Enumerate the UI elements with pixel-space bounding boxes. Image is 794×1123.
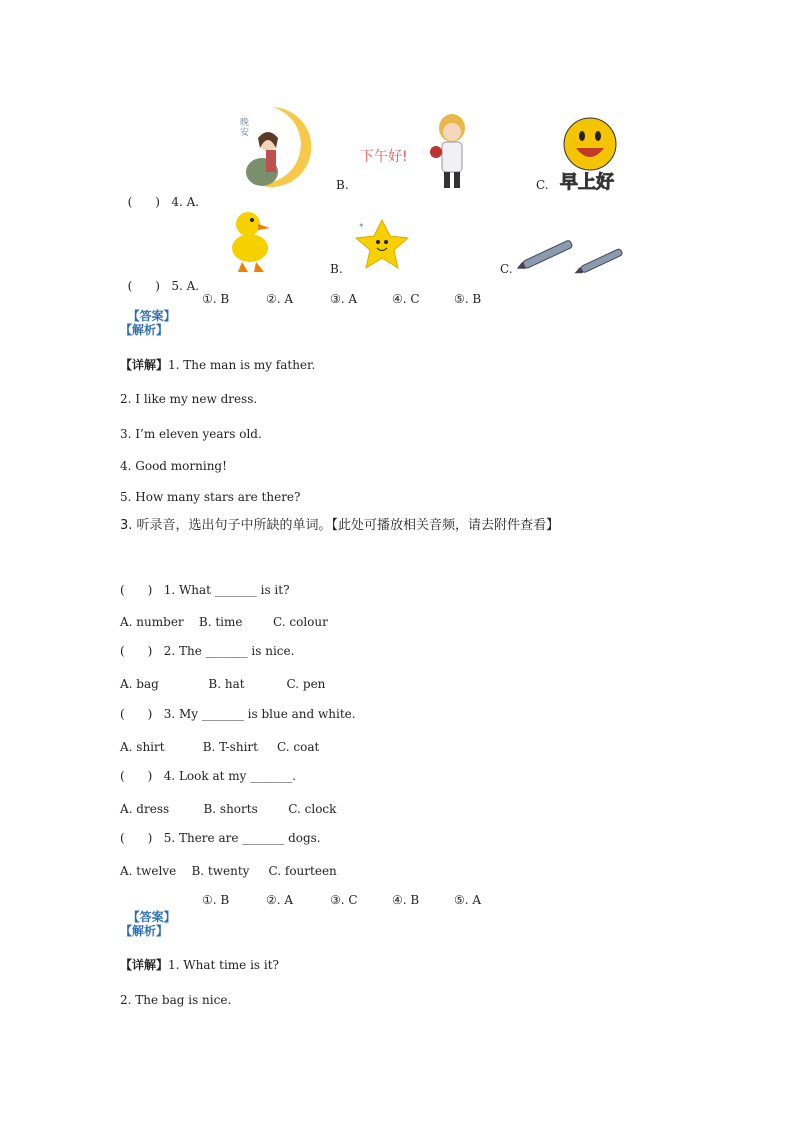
answer-3: ③. C (330, 893, 358, 907)
moon-goodnight-picture (232, 102, 312, 192)
option-b-label: B. (336, 178, 349, 192)
answer-1: ①. B (202, 292, 230, 306)
answer-2: ②. A (266, 893, 294, 907)
teacher-picture (424, 112, 480, 192)
analysis-label: 【解析】 (120, 323, 169, 337)
option-b-label: B. (330, 262, 343, 276)
duck-picture (228, 208, 272, 276)
answer-1: ①. B (202, 893, 230, 907)
q3-options-3: A. shirt B. T-shirt C. coat (120, 740, 320, 754)
answer-3: ③. A (330, 292, 358, 306)
q3-options-2: A. bag B. hat C. pen (120, 677, 326, 691)
item-number: 4. A. (171, 195, 200, 209)
option-c-label: C. (536, 178, 549, 192)
q3-answer-row (120, 893, 176, 925)
detail-label: 【详解】 (120, 358, 169, 372)
answer-4: ④. B (392, 893, 420, 907)
q3-options-4: A. dress B. shorts C. clock (120, 802, 337, 816)
answer-2: ②. A (266, 292, 294, 306)
answer-blank[interactable]: ( ) (127, 279, 160, 293)
detail-line-1: 【详解】1. What time is it? (120, 958, 279, 972)
goodnight-text: 晚安 (240, 118, 250, 138)
answer-label: 【答案】 (127, 910, 176, 924)
q3-options-1: A. number B. time C. colour (120, 615, 328, 629)
answer-5: ⑤. A (454, 893, 482, 907)
detail-line-3: 3. I’m eleven years old. (120, 427, 262, 441)
item-number: 5. A. (171, 279, 200, 293)
svg-text:✦: ✦ (358, 221, 365, 230)
q2-item4-row (120, 178, 199, 210)
answer-4: ④. C (392, 292, 420, 306)
detail-line-4: 4. Good morning! (120, 459, 227, 473)
q3-stem-4[interactable]: ( ) 4. Look at my _______. (120, 769, 297, 783)
detail-line-2: 2. The bag is nice. (120, 993, 232, 1007)
good-afternoon-text: 下午好! (360, 149, 408, 165)
answer-blank[interactable]: ( ) (127, 195, 160, 209)
q2-item5-row (120, 262, 199, 294)
detail-line-1: 【详解】1. The man is my father. (120, 358, 316, 372)
option-c-label: C. (500, 262, 513, 276)
q2-answer-row (120, 292, 176, 324)
q3-title: 3. 听录音，选出句子中所缺的单词。【此处可播放相关音频，请去附件查看】 (120, 518, 560, 533)
analysis-label: 【解析】 (120, 924, 169, 938)
q3-stem-2[interactable]: ( ) 2. The _______ is nice. (120, 644, 295, 658)
detail-label: 【详解】 (120, 958, 169, 972)
answer-5: ⑤. B (454, 292, 482, 306)
q3-stem-3[interactable]: ( ) 3. My _______ is blue and white. (120, 707, 356, 721)
detail-line-5: 5. How many stars are there? (120, 490, 301, 504)
q3-options-5: A. twelve B. twenty C. fourteen (120, 864, 337, 878)
detail-line-2: 2. I like my new dress. (120, 392, 258, 406)
pens-picture (514, 234, 626, 274)
star-picture (352, 216, 412, 270)
q3-stem-5[interactable]: ( ) 5. There are _______ dogs. (120, 831, 321, 845)
good-morning-text: 早上好 (560, 172, 614, 193)
answer-label: 【答案】 (127, 309, 176, 323)
q3-stem-1[interactable]: ( ) 1. What _______ is it? (120, 583, 290, 597)
smiling-sun-picture (562, 116, 618, 172)
